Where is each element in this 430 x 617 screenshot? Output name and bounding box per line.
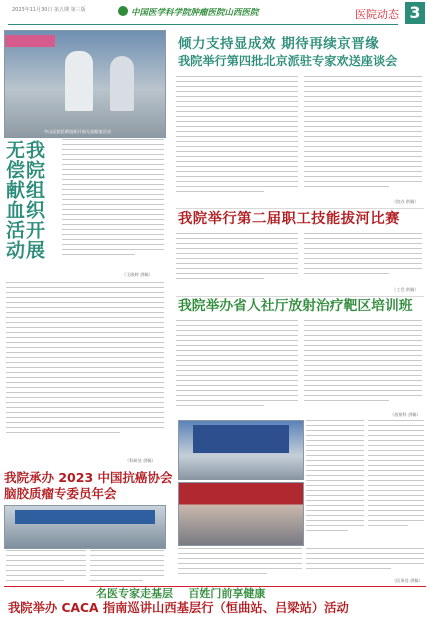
page-number: 3: [405, 2, 425, 24]
section-label: 医院动态: [355, 8, 399, 21]
header-bar: [0, 0, 430, 28]
caca-lecture-photo: [178, 420, 304, 480]
person-figure: [65, 51, 93, 111]
skills-body-col1: [176, 233, 298, 291]
group-photo: [178, 482, 304, 546]
bottom-body-col3: [178, 548, 302, 584]
training-rule-top: [176, 296, 424, 297]
training-body-col2: [304, 320, 422, 410]
training-body-col1: [176, 320, 298, 412]
training-title: 我院举办省人社厅放射治疗靶区培训班: [178, 298, 413, 314]
photo-caption: 中山医院医师组织开展无偿献血活动: [44, 129, 112, 134]
left-article-3-body-b: [90, 550, 164, 588]
header-rule: [8, 24, 398, 25]
hospital-logo: [118, 6, 128, 16]
beijing-title-line1: 倾力支持显成效 期待再续京晋缘: [178, 36, 380, 52]
banner-in-photo: [5, 35, 55, 47]
skills-title: 我院举行第二届职工技能拔河比赛: [178, 211, 400, 227]
bottom-byline: （医务处 供稿）: [392, 578, 423, 583]
conference-screen: [15, 510, 155, 524]
beijing-byline: （院办 供稿）: [392, 199, 419, 204]
masthead: 中国医学科学院肿瘤医院山西医院: [131, 8, 259, 18]
left-byline-1: （王晓婷 供稿）: [122, 272, 153, 277]
skills-body-col2: [304, 233, 422, 289]
left-article-2-body: [6, 282, 164, 462]
left-article-body: [62, 139, 164, 271]
beijing-body-col2: [304, 76, 422, 198]
cancer-title-line2: 脑胶质瘤专委员年会: [4, 486, 117, 501]
blood-donation-photo: [4, 30, 166, 138]
footer-headline: 我院举办 CACA 指南巡讲山西基层行（恒曲站、吕梁站）活动: [8, 601, 349, 615]
training-byline: （放射科 供稿）: [390, 412, 421, 417]
footer-slogan: 名医专家走基层 百姓门前享健康: [96, 587, 266, 600]
bottom-body-col4: [306, 548, 424, 578]
date-line: 2023年11月30日 第五期 第三版: [12, 7, 86, 13]
beijing-title-line2: 我院举行第四批北京派驻专家欢送座谈会: [178, 54, 398, 68]
conference-photo-left: [4, 505, 166, 549]
left-article-3-body: [6, 550, 86, 588]
cancer-title-line1: 我院承办 2023 中国抗癌协会: [4, 470, 173, 485]
skills-byline: （工会 供稿）: [392, 287, 419, 292]
vertical-title: 我院组织开展无偿献血活动: [3, 140, 45, 260]
skills-rule-top: [176, 208, 424, 209]
lecture-screen: [193, 425, 289, 453]
left-byline-2: （科研处 供稿）: [125, 458, 156, 463]
person-figure: [110, 56, 134, 111]
beijing-body-col1: [176, 76, 298, 204]
bottom-body-col2: [368, 420, 424, 544]
bottom-body-col1: [306, 420, 364, 544]
